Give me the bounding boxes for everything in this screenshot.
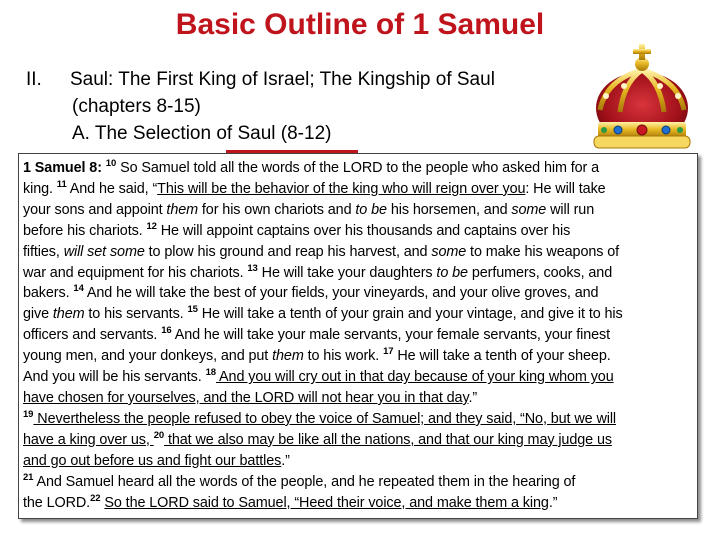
verse-number: 19 <box>23 409 34 421</box>
verse-text: .” <box>468 389 478 406</box>
underlined-text: And you will cry out in that day because of your king whom you <box>215 369 614 386</box>
italic-text: to be <box>436 264 468 281</box>
scripture-line <box>23 493 695 514</box>
verse-text: give <box>23 306 53 323</box>
verse-text: will run <box>546 201 595 218</box>
italic-text: to be <box>355 201 387 218</box>
verse-text: your sons and appoint <box>23 201 167 218</box>
verse-text: He will take your daughters <box>257 264 437 281</box>
verse-text: bakers. <box>23 285 74 302</box>
outline-numeral: II. <box>26 69 42 90</box>
verse-text: for his own chariots and <box>198 201 356 218</box>
scripture-line <box>23 158 695 179</box>
italic-text: them <box>272 348 304 365</box>
scripture-line <box>23 304 695 325</box>
verse-text: And he will take your male servants, your female servants, your finest <box>171 327 611 344</box>
scripture-line <box>23 430 695 451</box>
verse-text: And he said, “ <box>66 180 158 197</box>
verse-text: before his chariots. <box>23 222 147 239</box>
underlined-text: This will be the behavior of the king who will reign over you <box>157 180 526 197</box>
verse-text: the LORD. <box>23 494 91 511</box>
underlined-text: that we also may be like all the nations, and that our king may judge us <box>164 431 612 448</box>
verse-number: 13 <box>247 262 258 274</box>
scripture-line <box>23 346 695 367</box>
scripture-line <box>23 200 695 221</box>
verse-text: king. <box>23 180 57 197</box>
verse-text: He will take a tenth of your sheep. <box>393 348 611 365</box>
verse-text: So Samuel told all the words of the LORD to the people who asked him for a <box>116 160 600 176</box>
scripture-reference: 1 Samuel 8: <box>23 160 102 176</box>
scripture-line <box>23 409 695 430</box>
verse-text: fifties, <box>23 243 64 260</box>
underlined-text: So the LORD said to Samuel, “Heed their voice, and make them a king <box>104 494 549 511</box>
scripture-line <box>23 325 695 346</box>
underlined-text: have chosen for yourselves, and the LORD will not hear you in that day <box>23 389 469 406</box>
verse-number: 11 <box>56 179 67 191</box>
scripture-text <box>23 158 695 513</box>
verse-text: perfumers, cooks, and <box>467 264 613 281</box>
scripture-line <box>23 451 695 472</box>
verse-text: .” <box>548 494 558 511</box>
verse-number: 18 <box>205 367 216 379</box>
verse-text: : He will take <box>525 180 606 197</box>
scripture-line <box>23 242 695 263</box>
italic-text: some <box>511 201 547 218</box>
crown-icon <box>586 40 698 156</box>
verse-text: And you will be his servants. <box>23 369 206 386</box>
verse-number: 16 <box>161 325 172 337</box>
verse-number: 21 <box>23 471 34 483</box>
verse-number: 10 <box>105 158 117 170</box>
verse-text: his horsemen, and <box>386 201 512 218</box>
verse-text: young men, and your donkeys, and put <box>23 348 273 365</box>
outline-subheading: A. The Selection of Saul (8-12) <box>72 123 332 144</box>
verse-text: to plow his ground and reap his harvest, and <box>144 243 432 260</box>
underlined-text: Nevertheless the people refused to obey the voice of Samuel; and they said, “No, but we will <box>33 410 617 427</box>
verse-text: to make his weapons of <box>466 243 620 260</box>
verse-text: And Samuel heard all the words of the people, and he repeated them in the hearing of <box>33 473 576 490</box>
verse-number: 17 <box>383 346 394 358</box>
verse-text: .” <box>281 452 290 469</box>
verse-text: He will take a tenth of your grain and your vintage, and give it to his <box>197 306 623 323</box>
scripture-line <box>23 388 695 409</box>
scripture-line <box>23 283 695 304</box>
italic-text: will set some <box>63 243 145 260</box>
italic-text: them <box>166 201 199 218</box>
scripture-line <box>23 472 695 493</box>
verse-text: And he will take the best of your fields, your vineyards, and your olive groves, and <box>83 285 599 302</box>
underlined-text: and go out before us and fight our battles <box>23 452 282 469</box>
verse-text: to his servants. <box>84 306 188 323</box>
verse-number: 22 <box>90 492 101 504</box>
verse-number: 14 <box>73 283 84 295</box>
scripture-line <box>23 179 695 200</box>
slide-title: Basic Outline of 1 Samuel <box>175 8 545 41</box>
verse-text: to his work. <box>303 348 384 365</box>
italic-text: some <box>431 243 467 260</box>
scripture-line <box>23 367 695 388</box>
verse-text: officers and servants. <box>23 327 162 344</box>
outline-heading-line2: (chapters 8-15) <box>72 96 201 117</box>
italic-text: them <box>52 306 85 323</box>
verse-number: 15 <box>187 304 198 316</box>
verse-text: He will appoint captains over his thousands and captains over his <box>156 222 571 239</box>
scripture-box <box>18 153 698 519</box>
verse-number: 12 <box>146 220 157 232</box>
verse-text: war and equipment for his chariots. <box>23 264 248 281</box>
verse-number: 20 <box>153 429 165 441</box>
underlined-text: have a king over us, <box>23 431 154 448</box>
scripture-line <box>23 263 695 284</box>
scripture-line <box>23 221 695 242</box>
outline-heading-line1: Saul: The First King of Israel; The Kingship of Saul <box>70 69 495 90</box>
